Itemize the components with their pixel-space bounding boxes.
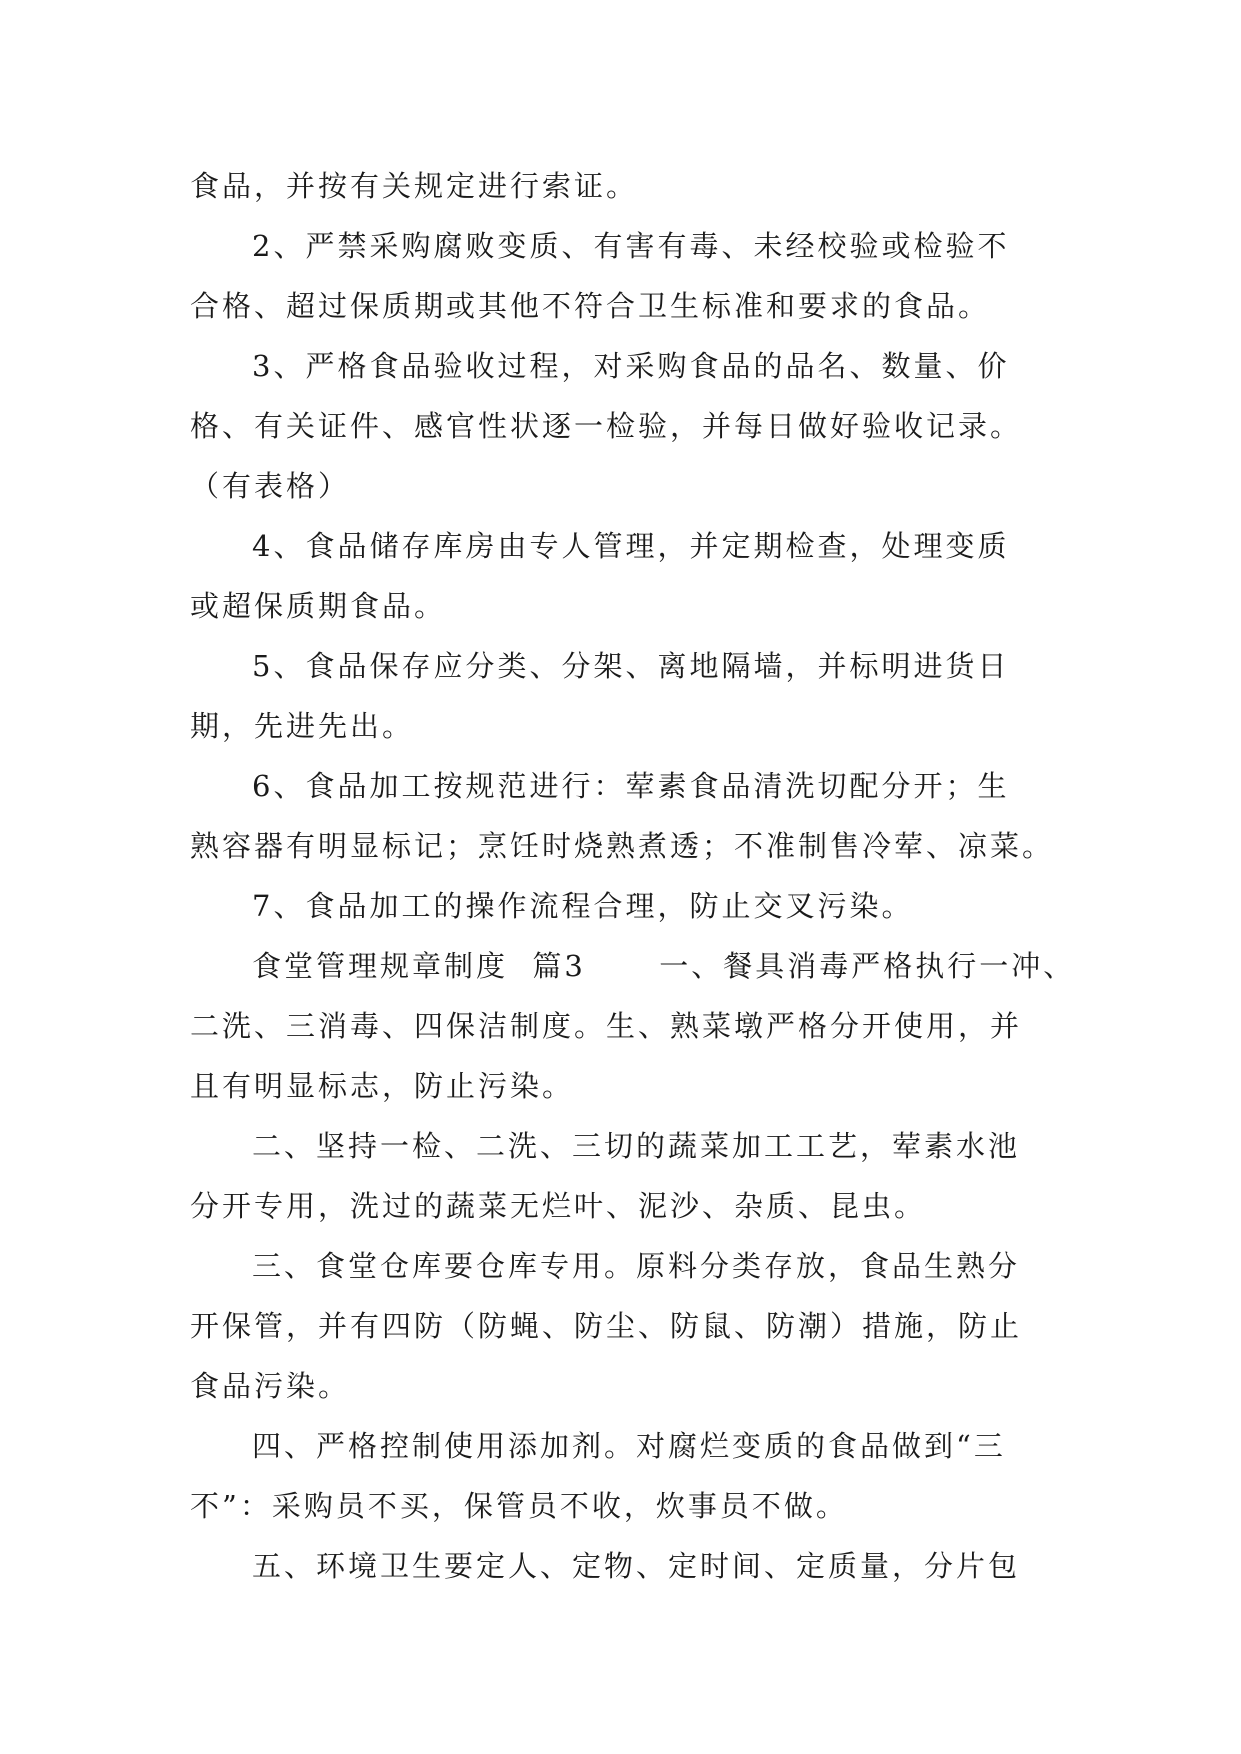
- text-line: 熟容器有明显标记；烹饪时烧熟煮透；不准制售冷荤、凉菜。: [190, 829, 1055, 863]
- document-page: [190, 156, 1076, 1596]
- text-line: 合格、超过保质期或其他不符合卫生标准和要求的食品。: [190, 289, 991, 323]
- text-line: 二、坚持一检、二洗、三切的蔬菜加工工艺，荤素水池: [252, 1129, 1021, 1163]
- text-line: 格、有关证件、感官性状逐一检验，并每日做好验收记录。: [190, 409, 1023, 443]
- text-line: 不”：采购员不买，保管员不收，炊事员不做。: [190, 1489, 848, 1523]
- text-line: 开保管，并有四防（防蝇、防尘、防鼠、防潮）措施，防止: [190, 1309, 1023, 1343]
- text-line: 6、食品加工按规范进行：荤素食品清洗切配分开；生: [252, 769, 1010, 803]
- text-line: 二洗、三消毒、四保洁制度。生、熟菜墩严格分开使用，并: [190, 1009, 1023, 1043]
- text-line: 分开专用，洗过的蔬菜无烂叶、泥沙、杂质、昆虫。: [190, 1189, 927, 1223]
- text-line: 3、严格食品验收过程，对采购食品的品名、数量、价: [252, 349, 1010, 383]
- text-line: 三、食堂仓库要仓库专用。原料分类存放，食品生熟分: [252, 1249, 1021, 1283]
- text-line: 食品，并按有关规定进行索证。: [190, 169, 639, 203]
- text-line: （有表格）: [190, 469, 351, 503]
- section-heading-line: 食堂管理规章制度 篇3 一、餐具消毒严格执行一冲、: [252, 949, 1076, 983]
- text-line: 五、环境卫生要定人、定物、定时间、定质量，分片包: [252, 1549, 1021, 1583]
- text-line: 2、严禁采购腐败变质、有害有毒、未经校验或检验不: [252, 229, 1010, 263]
- text-line: 期，先进先出。: [190, 709, 415, 743]
- text-line: 且有明显标志，防止污染。: [190, 1069, 575, 1103]
- text-line: 4、食品储存库房由专人管理，并定期检查，处理变质: [252, 529, 1010, 563]
- text-line: 或超保质期食品。: [190, 589, 447, 623]
- text-line: 四、严格控制使用添加剂。对腐烂变质的食品做到“三: [252, 1429, 1006, 1463]
- text-line: 食品污染。: [190, 1369, 351, 1403]
- text-line: 7、食品加工的操作流程合理，防止交叉污染。: [252, 889, 914, 923]
- text-line: 5、食品保存应分类、分架、离地隔墙，并标明进货日: [252, 649, 1010, 683]
